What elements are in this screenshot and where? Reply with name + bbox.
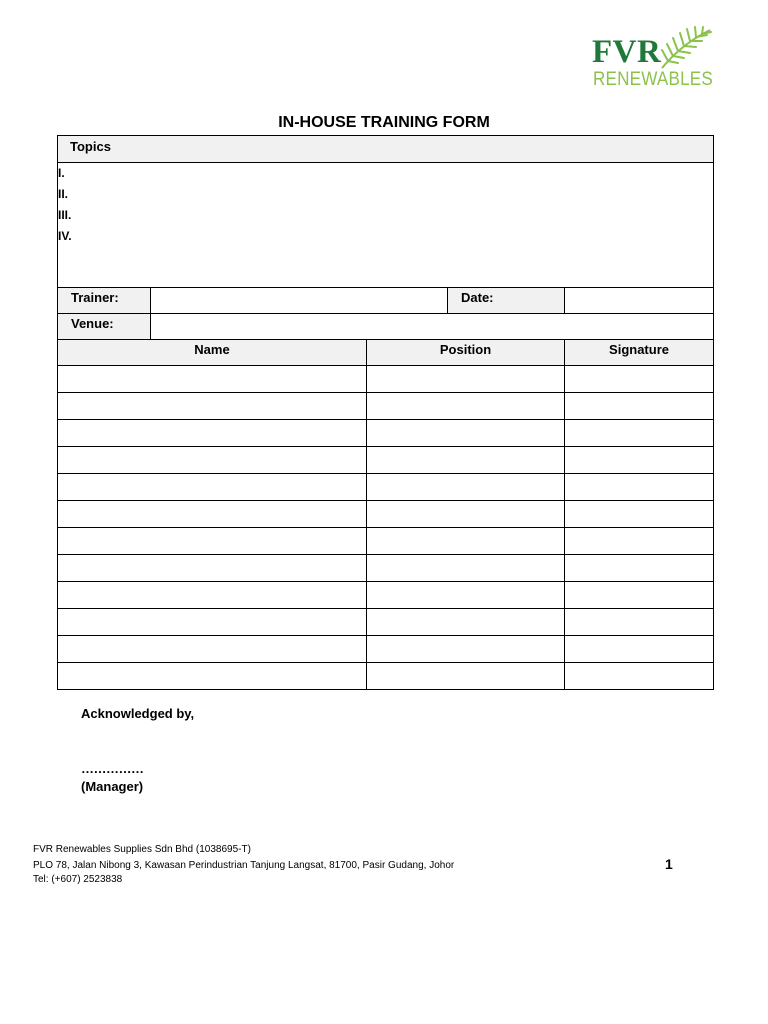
name-cell[interactable] bbox=[58, 393, 367, 420]
table-row bbox=[58, 582, 714, 609]
date-field[interactable] bbox=[565, 288, 714, 314]
name-cell[interactable] bbox=[58, 474, 367, 501]
position-cell[interactable] bbox=[367, 555, 565, 582]
column-header-position bbox=[367, 340, 565, 366]
logo-text-fvr: FVR bbox=[592, 34, 662, 70]
footer-tel: Tel: (+607) 2523838 bbox=[33, 874, 123, 885]
name-cell[interactable] bbox=[58, 609, 367, 636]
topics-label: Topics bbox=[70, 139, 111, 154]
table-row bbox=[58, 528, 714, 555]
column-header-position-text: Position bbox=[439, 342, 492, 357]
signature-cell[interactable] bbox=[565, 663, 714, 690]
topic-item-2: II. bbox=[58, 187, 69, 201]
name-cell[interactable] bbox=[58, 420, 367, 447]
training-form-table bbox=[57, 135, 714, 690]
position-cell[interactable] bbox=[367, 393, 565, 420]
table-row bbox=[58, 663, 714, 690]
name-cell[interactable] bbox=[58, 582, 367, 609]
table-row bbox=[58, 501, 714, 528]
name-cell[interactable] bbox=[58, 636, 367, 663]
table-row bbox=[58, 474, 714, 501]
table-row bbox=[58, 636, 714, 663]
column-header-name bbox=[58, 340, 367, 366]
signature-cell[interactable] bbox=[565, 555, 714, 582]
position-cell[interactable] bbox=[367, 528, 565, 555]
topics-header bbox=[58, 136, 714, 163]
column-header-signature bbox=[565, 340, 714, 366]
venue-label: Venue: bbox=[71, 316, 114, 331]
page-number: 1 bbox=[665, 856, 673, 872]
topics-field[interactable] bbox=[58, 163, 714, 288]
position-cell[interactable] bbox=[367, 663, 565, 690]
signature-cell[interactable] bbox=[565, 366, 714, 393]
position-cell[interactable] bbox=[367, 501, 565, 528]
topic-item-3: III. bbox=[58, 208, 72, 222]
position-cell[interactable] bbox=[367, 420, 565, 447]
palm-leaf-icon bbox=[658, 26, 714, 70]
signature-cell[interactable] bbox=[565, 501, 714, 528]
position-cell[interactable] bbox=[367, 474, 565, 501]
footer-address: PLO 78, Jalan Nibong 3, Kawasan Perindustrian Tanjung Langsat, 81700, Pasir Gudang, Johor bbox=[33, 860, 455, 871]
signature-line: …………… bbox=[81, 761, 144, 776]
trainer-label: Trainer: bbox=[71, 290, 119, 305]
signature-cell[interactable] bbox=[565, 528, 714, 555]
name-cell[interactable] bbox=[58, 447, 367, 474]
name-cell[interactable] bbox=[58, 663, 367, 690]
table-row bbox=[58, 555, 714, 582]
topic-item-1: I. bbox=[58, 166, 65, 180]
acknowledged-by-label: Acknowledged by, bbox=[81, 706, 195, 721]
position-cell[interactable] bbox=[367, 447, 565, 474]
table-row bbox=[58, 609, 714, 636]
signature-cell[interactable] bbox=[565, 447, 714, 474]
table-row bbox=[58, 447, 714, 474]
logo-text-renewables: RENEWABLES bbox=[593, 69, 713, 90]
position-cell[interactable] bbox=[367, 609, 565, 636]
venue-label-cell bbox=[58, 314, 151, 340]
form-title: IN-HOUSE TRAINING FORM bbox=[278, 114, 490, 131]
footer-company: FVR Renewables Supplies Sdn Bhd (1038695-T) bbox=[33, 844, 251, 855]
name-cell[interactable] bbox=[58, 501, 367, 528]
trainer-label-cell bbox=[58, 288, 151, 314]
date-label-cell bbox=[448, 288, 565, 314]
name-cell[interactable] bbox=[58, 528, 367, 555]
trainer-field[interactable] bbox=[151, 288, 448, 314]
name-cell[interactable] bbox=[58, 555, 367, 582]
position-cell[interactable] bbox=[367, 636, 565, 663]
attendee-rows bbox=[58, 366, 714, 690]
table-row bbox=[58, 366, 714, 393]
position-cell[interactable] bbox=[367, 366, 565, 393]
position-cell[interactable] bbox=[367, 582, 565, 609]
name-cell[interactable] bbox=[58, 366, 367, 393]
signature-cell[interactable] bbox=[565, 609, 714, 636]
signature-cell[interactable] bbox=[565, 474, 714, 501]
signature-cell[interactable] bbox=[565, 636, 714, 663]
signature-cell[interactable] bbox=[565, 420, 714, 447]
signature-cell[interactable] bbox=[565, 582, 714, 609]
company-logo bbox=[592, 26, 718, 92]
column-header-name-text: Name bbox=[194, 342, 230, 357]
topic-item-4: IV. bbox=[58, 229, 72, 243]
signature-cell[interactable] bbox=[565, 393, 714, 420]
column-header-signature-text: Signature bbox=[609, 342, 669, 357]
table-row bbox=[58, 393, 714, 420]
date-label: Date: bbox=[461, 290, 494, 305]
manager-label: (Manager) bbox=[81, 779, 144, 794]
venue-field[interactable] bbox=[151, 314, 714, 340]
table-row bbox=[58, 420, 714, 447]
